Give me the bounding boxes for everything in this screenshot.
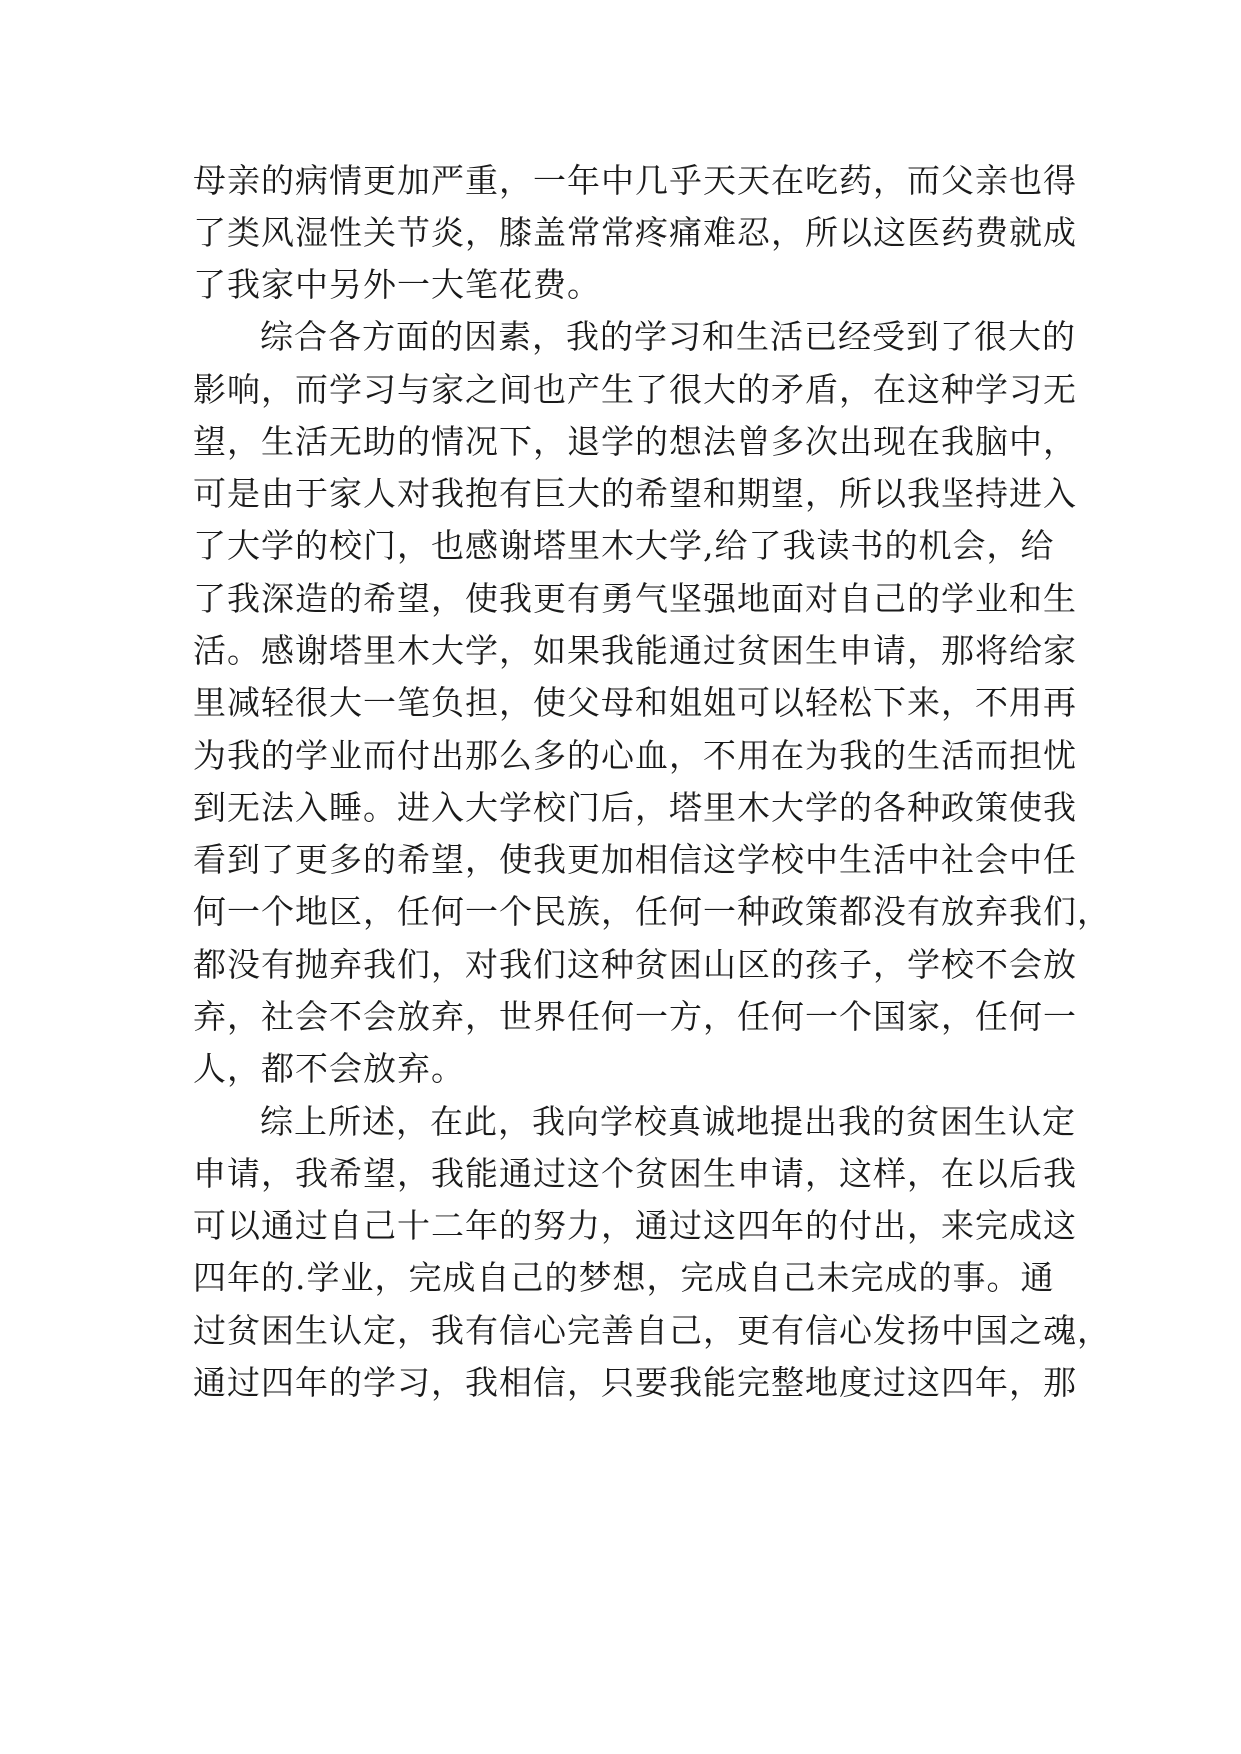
text-line: 过贫困生认定，我有信心完善自己，更有信心发扬中国之魂，	[193, 1311, 1111, 1350]
text-line: 人，都不会放弃。	[193, 1049, 465, 1088]
text-line: 活。感谢塔里木大学，如果我能通过贫困生申请，那将给家	[193, 631, 1077, 670]
text-line: 都没有抛弃我们，对我们这种贫困山区的孩子，学校不会放	[193, 945, 1077, 984]
text-line: 了大学的校门，也感谢塔里木大学,给了我读书的机会，给	[193, 526, 1055, 565]
text-line: 为我的学业而付出那么多的心血，不用在为我的生活而担忧	[193, 736, 1077, 775]
text-line: 到无法入睡。进入大学校门后，塔里木大学的各种政策使我	[193, 788, 1077, 827]
text-line: 望，生活无助的情况下，退学的想法曾多次出现在我脑中，	[193, 422, 1077, 461]
text-line: 母亲的病情更加严重，一年中几乎天天在吃药，而父亲也得	[193, 161, 1077, 200]
text-line: 了类风湿性关节炎，膝盖常常疼痛难忍，所以这医药费就成	[193, 213, 1077, 252]
text-line: 看到了更多的希望，使我更加相信这学校中生活中社会中任	[193, 840, 1077, 879]
text-line: 通过四年的学习，我相信，只要我能完整地度过这四年，那	[193, 1363, 1077, 1402]
paragraph-start-line: 综上所述，在此，我向学校真诚地提出我的贫困生认定	[260, 1102, 1076, 1141]
text-line: 可以通过自己十二年的努力，通过这四年的付出，来完成这	[193, 1206, 1077, 1245]
text-line: 何一个地区，任何一个民族，任何一种政策都没有放弃我们，	[193, 892, 1111, 931]
text-line: 里减轻很大一笔负担，使父母和姐姐可以轻松下来，不用再	[193, 683, 1077, 722]
text-line: 申请，我希望，我能通过这个贫困生申请，这样，在以后我	[193, 1154, 1077, 1193]
text-line: 了我家中另外一大笔花费。	[193, 265, 601, 304]
paragraph-start-line: 综合各方面的因素，我的学习和生活已经受到了很大的	[260, 317, 1076, 356]
text-line: 四年的.学业，完成自己的梦想，完成自己未完成的事。通	[193, 1258, 1055, 1297]
text-line: 弃，社会不会放弃，世界任何一方，任何一个国家，任何一	[193, 997, 1077, 1036]
text-line: 影响，而学习与家之间也产生了很大的矛盾，在这种学习无	[193, 370, 1077, 409]
text-line: 可是由于家人对我抱有巨大的希望和期望，所以我坚持进入	[193, 474, 1077, 513]
text-line: 了我深造的希望，使我更有勇气坚强地面对自己的学业和生	[193, 579, 1077, 618]
